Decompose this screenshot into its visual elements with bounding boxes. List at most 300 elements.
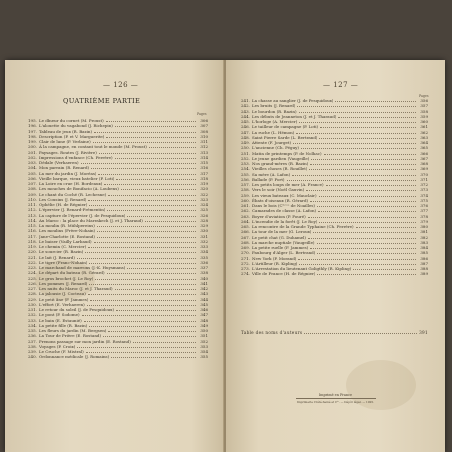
entry-number: 259. xyxy=(241,192,250,198)
entry-page: 369 xyxy=(420,166,428,172)
entry-page: 338 xyxy=(200,270,208,276)
entry-title: L'épervier (J. Renard-Frémentin) xyxy=(39,207,106,213)
entry-number: 249. xyxy=(241,140,250,145)
leader-dots xyxy=(81,160,196,164)
toc-entry xyxy=(241,271,428,276)
entry-title: Les débuts de Jeanneton (J. et J. Tharaud) xyxy=(252,113,337,119)
entry-page: 317 xyxy=(200,170,208,176)
entry-page: 357 xyxy=(420,103,428,109)
entry-number: 243. xyxy=(241,108,250,114)
entry-number: 225. xyxy=(28,275,37,281)
entry-page: 378 xyxy=(420,213,428,219)
entry-number: 210. xyxy=(28,196,37,202)
entry-number: 198. xyxy=(28,133,37,139)
leader-dots xyxy=(317,271,416,275)
entry-page: 341 xyxy=(200,280,208,286)
entry-title: Boyer d'aviation (P. Fouré) xyxy=(252,213,306,219)
entry-page: 382 xyxy=(420,234,428,240)
entry-page: 344 xyxy=(200,296,208,302)
entry-title: Le Cruche (F. Mistral) xyxy=(39,349,84,354)
leader-dots xyxy=(319,193,417,197)
entry-title: Le marchand de marrons (J.-K. Huysmans) xyxy=(39,265,126,270)
leader-dots xyxy=(320,124,416,128)
leader-dots xyxy=(116,176,196,180)
entry-number: 214. xyxy=(28,217,37,223)
leader-dots xyxy=(310,161,416,165)
entry-title: Le gros brochet (J. Le Roy) xyxy=(39,275,94,281)
entry-title: Camarades de classe (A. Lafon) xyxy=(252,208,317,214)
entry-title: Les pommes (J. Renard) xyxy=(39,280,88,286)
leader-dots xyxy=(338,114,416,118)
entry-number: 234. xyxy=(28,322,37,328)
entry-number: 227. xyxy=(28,286,37,291)
entry-title: Dédale (Verhaeren) xyxy=(39,160,79,165)
entry-number: 216. xyxy=(28,228,37,234)
entry-title: New York (P. Morand) xyxy=(252,255,297,261)
entry-title: Le dîneur du cornet (M. Proust) xyxy=(39,118,104,123)
entry-page: 368 xyxy=(420,161,428,166)
entry-number: 207. xyxy=(28,181,37,186)
entry-number: 266. xyxy=(241,229,250,235)
entry-title: Sa mère (A. Lafon) xyxy=(252,171,291,177)
leader-dots xyxy=(121,186,196,190)
leader-dots xyxy=(90,297,196,301)
entry-title: L'horloge (A. Mercier) xyxy=(252,119,298,124)
entry-title: Mon parrain (R. Renard) xyxy=(39,165,90,171)
leader-dots xyxy=(108,192,196,196)
leader-dots xyxy=(115,286,196,290)
entry-number: 242. xyxy=(241,103,250,109)
entry-number: 270. xyxy=(241,250,250,256)
entry-page: 347 xyxy=(200,312,208,318)
entry-number: 226. xyxy=(28,280,37,286)
entry-number: 217. xyxy=(28,233,37,239)
leader-dots xyxy=(97,223,196,227)
entry-number: 241. xyxy=(241,98,250,103)
entry-number: 251. xyxy=(241,150,250,156)
entry-number: 197. xyxy=(28,128,37,134)
entry-page: 356 xyxy=(420,98,428,103)
leader-dots xyxy=(310,198,416,202)
leader-dots xyxy=(296,130,416,134)
entry-page: 314 xyxy=(200,154,208,160)
entry-title: Matin de printemps (P. de Nolhac) xyxy=(252,150,322,156)
entry-title: La capture de l'épervier (J. de Pesquidoux) xyxy=(39,212,126,218)
entry-title: Le pont (P. Sodome) xyxy=(39,312,80,318)
leader-dots xyxy=(95,276,196,280)
leader-dots xyxy=(299,261,416,265)
entry-page: 318 xyxy=(200,175,208,181)
printer-line: Imprimé en France xyxy=(318,393,353,397)
pages-column-label: Pages xyxy=(419,94,429,98)
leader-dots xyxy=(317,240,417,244)
leader-dots xyxy=(293,140,416,144)
entry-title: Les nuits du Maroc (J. et J. Tharaud) xyxy=(39,286,113,291)
entry-title: Le chemin (C. Mercier) xyxy=(39,244,87,249)
page-number: — 126 — xyxy=(103,81,139,89)
entry-title: Le tailleur de campagne (P. Loti) xyxy=(252,124,319,130)
entry-title: Ville de France (H. de Régnier) xyxy=(252,271,316,277)
entry-page: 346 xyxy=(200,307,208,312)
entry-page: 340 xyxy=(200,275,208,281)
entry-page: 342 xyxy=(200,286,208,291)
entry-title: La Tour de Prière (E. Rostand) xyxy=(39,333,102,339)
entry-page: 335 xyxy=(200,254,208,260)
leader-dots xyxy=(313,229,416,233)
entry-page: 386 xyxy=(420,255,428,261)
entry-page: 319 xyxy=(200,181,208,186)
entry-number: 256. xyxy=(241,176,250,182)
entry-title: L'ancienne (Ch. Péguy) xyxy=(252,145,299,151)
entry-page: 326 xyxy=(200,212,208,218)
entry-page: 352 xyxy=(200,338,208,344)
entry-page: 376 xyxy=(420,203,428,208)
entry-page: 353 xyxy=(200,343,208,349)
divider xyxy=(296,398,376,399)
entry-title: L'Artilleur (R. Kipling) xyxy=(252,260,298,266)
entry-title: Voyages (P. Croix) xyxy=(39,343,76,349)
leader-dots xyxy=(89,202,196,206)
entry-page: 320 xyxy=(200,186,208,192)
entry-page: 385 xyxy=(420,250,428,256)
leader-dots xyxy=(94,129,196,133)
entry-title: Les petits loups de mer (A. France) xyxy=(252,182,324,187)
leader-dots xyxy=(127,265,196,269)
leader-dots xyxy=(292,172,416,176)
entry-number: 267. xyxy=(241,234,250,240)
leader-dots xyxy=(308,235,416,239)
entry-title: L'Arrestation du lieutenant Goligthly (R. Kipling) xyxy=(252,266,352,271)
leader-dots xyxy=(306,187,416,191)
entry-page: 343 xyxy=(200,291,208,297)
entry-page: 374 xyxy=(420,192,428,198)
leader-dots xyxy=(87,302,196,306)
printer-imprint: Imprimerie Crété-Semé et Cⁱᵉ. — Dépôt légal. — 1925. xyxy=(296,400,375,404)
entry-page: 325 xyxy=(200,207,208,213)
entry-page: 389 xyxy=(420,271,428,277)
entry-page: 358 xyxy=(420,108,428,114)
leader-dots xyxy=(145,218,196,222)
leader-dots xyxy=(297,103,416,107)
entry-page: 332 xyxy=(200,238,208,244)
leader-dots xyxy=(309,166,416,170)
entry-number: 219. xyxy=(28,244,37,249)
entry-number: 274. xyxy=(241,271,250,277)
entry-page: 383 xyxy=(420,239,428,245)
leader-dots xyxy=(99,150,196,154)
entry-page: 355 xyxy=(200,354,208,360)
entry-number: 254. xyxy=(241,166,250,172)
leader-dots xyxy=(107,207,196,211)
entry-title: La tour de la mer (G. Leroux) xyxy=(252,229,312,235)
author-index-page: 391 xyxy=(419,330,428,335)
author-index-line xyxy=(241,330,428,335)
entry-page: 334 xyxy=(200,249,208,255)
entry-page: 337 xyxy=(200,265,208,270)
entry-number: 269. xyxy=(241,245,250,250)
entry-number: 223. xyxy=(28,265,37,270)
entry-number: 272. xyxy=(241,260,250,266)
entry-title: Jane-Charlotte (E. Rostand) xyxy=(39,233,95,239)
entry-title: À la campagne, en contant tout le monde (M. Proust) xyxy=(39,144,147,150)
entry-title: La petite ruelle (F. Jammes) xyxy=(252,245,309,250)
entry-page: 310 xyxy=(200,133,208,139)
entry-page: 315 xyxy=(200,160,208,165)
entry-page: 329 xyxy=(200,223,208,228)
entry-number: 215. xyxy=(28,223,37,228)
entry-title: La ruche (L. Hémon) xyxy=(252,129,295,135)
entry-number: 233. xyxy=(28,317,37,323)
entry-title: Le bourdon (R. Bazin) xyxy=(252,108,297,114)
entry-page: 362 xyxy=(420,129,428,135)
entry-title: Les moulins (Frère-Nohain) xyxy=(39,228,96,234)
leader-dots xyxy=(85,249,196,253)
entry-page: 371 xyxy=(420,176,428,182)
entry-page: 323 xyxy=(200,196,208,202)
entry-page: 375 xyxy=(420,197,428,203)
entry-number: 240. xyxy=(28,354,37,360)
leader-dots xyxy=(299,119,416,123)
entry-page: 345 xyxy=(200,301,208,307)
leader-dots xyxy=(108,328,196,332)
leader-dots xyxy=(304,330,417,334)
entry-number: 224. xyxy=(28,270,37,276)
leader-dots xyxy=(127,213,196,217)
entry-number: 245. xyxy=(241,119,250,124)
entry-number: 202. xyxy=(28,154,37,160)
entry-title: La moulin (R. Mühlpereins) xyxy=(39,223,95,228)
entry-number: 206. xyxy=(28,175,37,181)
leader-dots xyxy=(88,291,196,295)
leader-dots xyxy=(82,312,196,316)
entry-page: 388 xyxy=(420,266,428,271)
entry-page: 366 xyxy=(420,150,428,156)
entry-page: 308 xyxy=(200,128,208,134)
entry-title: La mer du jardin (J. Moréas) xyxy=(39,170,97,176)
entry-page: 316 xyxy=(200,165,208,171)
leader-dots xyxy=(84,318,196,322)
entry-number: 262. xyxy=(241,208,250,214)
entry-page: 350 xyxy=(200,328,208,333)
entry-number: 220. xyxy=(28,249,37,255)
right-page xyxy=(226,60,445,452)
leader-dots xyxy=(310,245,416,249)
entry-page: 333 xyxy=(200,244,208,249)
page-number: — 127 — xyxy=(323,81,359,89)
entry-title: Le tigre (Franc-Nohain) xyxy=(39,259,88,265)
entry-title: Les bruits (J. Renard) xyxy=(252,103,296,109)
entry-title: La marche nuptiale (Vaugeille) xyxy=(252,239,315,245)
entry-page: 379 xyxy=(420,218,428,224)
entry-number: 253. xyxy=(241,161,250,166)
leader-dots xyxy=(91,165,196,169)
entry-number: 244. xyxy=(241,113,250,119)
entry-title: Les Cousins (J. Renard) xyxy=(39,196,87,202)
entry-page: 331 xyxy=(200,233,208,239)
leader-dots xyxy=(88,244,196,248)
entry-title: Ordonnance médicale (J. Romains) xyxy=(39,354,110,360)
entry-page: 322 xyxy=(200,191,208,197)
entry-title: Le jeune gardien (Vaugeille) xyxy=(252,155,310,161)
leader-dots xyxy=(324,151,416,155)
leader-dots xyxy=(318,208,416,212)
entry-title: Vieilles choses (R. Rouillet) xyxy=(252,166,308,172)
entry-title: Paysages. Routes (J. Rivière) xyxy=(39,149,97,155)
entry-number: 230. xyxy=(28,301,37,307)
left-page xyxy=(5,60,224,452)
leader-dots xyxy=(103,333,196,337)
entry-number: 196. xyxy=(28,123,37,129)
entry-title: Nos grand-mères (R. Bazin) xyxy=(252,161,309,166)
entry-number: 246. xyxy=(241,124,250,130)
entry-title: Ébats d'oiseaux (R. Gérard) xyxy=(252,197,309,203)
entry-number: 205. xyxy=(28,170,37,176)
entry-number: 232. xyxy=(28,312,37,318)
leader-dots xyxy=(89,260,196,264)
entry-page: 364 xyxy=(420,140,428,145)
entry-number: 271. xyxy=(241,255,250,261)
leader-dots xyxy=(77,344,196,348)
entry-number: 201. xyxy=(28,149,37,155)
entry-page: 387 xyxy=(420,260,428,266)
entry-page: 367 xyxy=(420,155,428,161)
entry-title: Faubourg d'Alger (L. Bertrand) xyxy=(252,250,316,256)
entry-number: 250. xyxy=(241,145,250,151)
leader-dots xyxy=(89,281,196,285)
entry-number: 221. xyxy=(28,254,37,260)
leader-dots xyxy=(335,98,416,102)
entry-title: Les mouches de Bonifacio (A. Loubens) xyxy=(39,186,119,192)
leader-dots xyxy=(88,197,196,201)
entry-page: 373 xyxy=(420,187,428,193)
entry-title: Saint Pierre Sarde (L. Bertrand) xyxy=(252,134,318,140)
entry-page: 384 xyxy=(420,245,428,250)
entry-number: 273. xyxy=(241,266,250,271)
leader-dots xyxy=(97,234,196,238)
entry-title: Attente (F. Jourget) xyxy=(252,140,292,145)
entry-title: Le petit chat (G. Duhamel) xyxy=(252,234,306,240)
entry-page: 365 xyxy=(420,145,428,151)
entry-number: 236. xyxy=(28,333,37,339)
entry-page: 324 xyxy=(200,202,208,207)
entry-number: 218. xyxy=(28,238,37,244)
leader-dots xyxy=(86,349,196,353)
entry-page: 372 xyxy=(420,182,428,187)
open-book xyxy=(5,60,445,452)
entry-title: Le baiser (Vailly Larbaud) xyxy=(39,238,92,244)
leader-dots xyxy=(107,270,196,274)
entry-title: L'effort (E. Verhaeren) xyxy=(39,301,85,307)
leader-dots xyxy=(133,339,196,343)
leader-dots xyxy=(106,118,196,122)
entry-page: 381 xyxy=(420,229,428,235)
entry-number: 211. xyxy=(28,202,37,207)
entry-page: 354 xyxy=(200,349,208,354)
leader-dots xyxy=(287,177,417,181)
entry-page: 349 xyxy=(200,322,208,328)
entry-page: 328 xyxy=(200,217,208,223)
leader-dots xyxy=(317,203,416,207)
leader-dots xyxy=(97,228,196,232)
entry-number: 222. xyxy=(28,259,37,265)
entry-title: Le petit âne (F. Jammes) xyxy=(39,296,89,302)
leader-dots xyxy=(94,239,196,243)
entry-number: 260. xyxy=(241,197,250,203)
entry-number: 268. xyxy=(241,239,250,245)
pages-column-label: Pages xyxy=(197,112,207,116)
entry-number: 261. xyxy=(241,203,250,208)
leader-dots xyxy=(98,171,196,175)
leader-dots xyxy=(319,135,416,139)
leader-dots xyxy=(115,155,196,159)
entry-page: 380 xyxy=(420,224,428,229)
leader-dots xyxy=(326,182,416,186)
entry-page: 361 xyxy=(420,124,428,130)
entry-title: L'alouette du vagabond (J. Richepin) xyxy=(39,123,113,129)
entry-number: 203. xyxy=(28,160,37,165)
entry-page: 360 xyxy=(420,119,428,124)
entry-number: 255. xyxy=(241,171,250,177)
leader-dots xyxy=(301,145,416,149)
entry-page: 351 xyxy=(200,333,208,339)
entry-title: La Loire en crue (H. Bordeaux) xyxy=(39,181,103,186)
entry-number: 265. xyxy=(241,224,250,229)
entry-number: 228. xyxy=(28,291,37,297)
leader-dots xyxy=(116,307,196,311)
entry-title: Au Maroc : la place du Marrakech (J. et J. Tharaud) xyxy=(39,217,143,223)
toc-entry xyxy=(28,354,208,359)
entry-number: 229. xyxy=(28,296,37,302)
entry-title: Description (P. et V. Marguerite) xyxy=(39,133,105,139)
leader-dots xyxy=(298,256,416,260)
entry-page: 312 xyxy=(200,144,208,150)
entry-title: Tableau de jeux (R. Bazin) xyxy=(39,128,93,134)
entry-number: 200. xyxy=(28,144,37,150)
entry-title: Dans le bois (Cᵗᵉˢˢᵉ de Noailles) xyxy=(252,203,315,208)
leader-dots xyxy=(106,134,196,138)
entry-number: 238. xyxy=(28,343,37,349)
entry-number: 239. xyxy=(28,349,37,354)
leader-dots xyxy=(353,266,416,270)
entry-title: Les vieux bateaux (C. Mauclair) xyxy=(252,192,317,198)
entry-title: Le départ du bateau (R. Gérard) xyxy=(39,270,105,276)
leader-dots xyxy=(115,123,196,127)
section-title: QUATRIÈME PARTIE xyxy=(63,97,141,105)
leader-dots xyxy=(299,109,416,113)
entry-page: 307 xyxy=(200,123,208,129)
entry-page: 306 xyxy=(200,118,208,123)
entry-title: Le sourcier (R. Bazin) xyxy=(39,249,84,255)
leader-dots xyxy=(77,255,196,259)
entry-title: Vers le soir (Noël Gauvin) xyxy=(252,187,305,193)
entry-title: L'incendie de la forêt (J. Le Roy) xyxy=(252,218,318,224)
leader-dots xyxy=(111,354,196,358)
entry-number: 208. xyxy=(28,186,37,192)
leader-dots xyxy=(317,250,416,254)
entry-title: Le bain (E. Estaunié) xyxy=(39,317,82,323)
entry-number: 248. xyxy=(241,134,250,140)
entry-title: La jalousie (J. Cocteau) xyxy=(39,291,86,297)
entry-number: 204. xyxy=(28,165,37,171)
entry-title: Prenons passage sur mon jardin (E. Rostand) xyxy=(39,338,131,344)
entry-title: Clair de lune (P. Verlaine) xyxy=(39,139,91,144)
entry-title: Le retour du soleil (J. de Pesquidoux) xyxy=(39,307,114,312)
entry-number: 209. xyxy=(28,191,37,197)
entry-page: 377 xyxy=(420,208,428,214)
entry-title: Le chant du Coché (R. Lechesne) xyxy=(39,191,107,197)
entry-title: La rencontre de la Grande Typhaine (Ch. Ferrère) xyxy=(252,224,354,229)
entry-number: 195. xyxy=(28,118,37,123)
